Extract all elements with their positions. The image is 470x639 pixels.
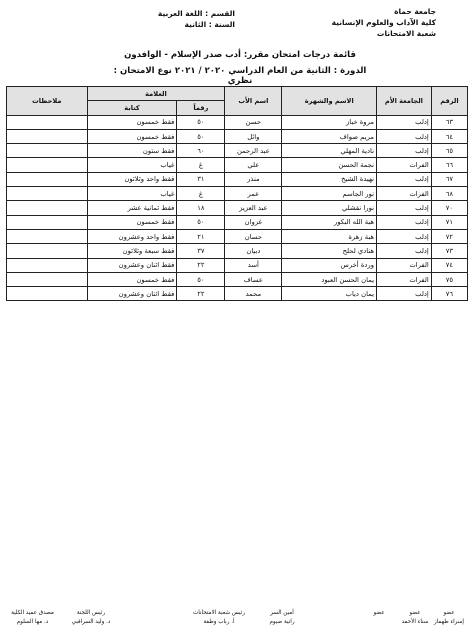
document-title: قائمة درجات امتحان مقرر: أدب صدر الإسلام - الوافدون xyxy=(124,50,356,60)
cell-notes xyxy=(7,244,88,258)
signature-name: أ. رباب وطفة xyxy=(203,619,235,625)
col-header-grade: العلامة xyxy=(87,87,225,101)
cell-grade-words: فقط واحد وثلاثون xyxy=(87,172,177,186)
col-header-father: اسم الأب xyxy=(225,87,282,116)
cell-grade-digits: ٦٠ xyxy=(177,144,225,158)
cell-notes xyxy=(7,229,88,243)
col-header-digits: رقماً xyxy=(177,101,225,115)
table-row xyxy=(7,244,468,258)
cell-name: هبة زهرة xyxy=(282,229,377,243)
cell-num: ٦٨ xyxy=(431,187,467,201)
department-header xyxy=(150,8,235,30)
table-row xyxy=(7,215,468,229)
cell-grade-digits: ٢٢ xyxy=(177,287,225,301)
table-row xyxy=(7,158,468,172)
table-row xyxy=(7,258,468,272)
cell-num: ٦٧ xyxy=(431,172,467,186)
cell-father: عمر xyxy=(225,187,282,201)
cell-num: ٧٠ xyxy=(431,201,467,215)
cell-grade-words: فقط خمسون xyxy=(87,115,177,129)
cell-num: ٦٦ xyxy=(431,158,467,172)
signature-title: رئيس اللجنة xyxy=(76,610,106,616)
cell-name: هنادي لحلح xyxy=(282,244,377,258)
cell-university: إدلب xyxy=(376,129,431,143)
cell-university: إدلب xyxy=(376,287,431,301)
cell-father: عساف xyxy=(225,272,282,286)
cell-grade-digits: ٥٠ xyxy=(177,115,225,129)
cell-name: يمان دياب xyxy=(282,287,377,301)
table-row xyxy=(7,144,468,158)
cell-father: أسد xyxy=(225,258,282,272)
cell-university: الفرات xyxy=(376,158,431,172)
signature-name: د. مها السلوم xyxy=(16,619,49,625)
cell-father: محمد xyxy=(225,287,282,301)
cell-father: منذر xyxy=(225,172,282,186)
cell-grade-digits: ٥٠ xyxy=(177,129,225,143)
table-row xyxy=(7,129,468,143)
cell-father: وائل xyxy=(225,129,282,143)
cell-father: غزوان xyxy=(225,215,282,229)
signature-block xyxy=(61,609,121,627)
cell-grade-words: فقط اثنان وعشرون xyxy=(87,258,177,272)
cell-notes xyxy=(7,272,88,286)
cell-name: مريم صواف xyxy=(282,129,377,143)
cell-name: هبة الله البكور xyxy=(282,215,377,229)
cell-grade-digits: ٢٢ xyxy=(177,258,225,272)
exam-office: شعبة الامتحانات xyxy=(376,29,436,38)
cell-grade-words: فقط خمسون xyxy=(87,272,177,286)
cell-grade-digits: ٣١ xyxy=(177,172,225,186)
cell-notes xyxy=(7,144,88,158)
cell-num: ٧٢ xyxy=(431,229,467,243)
cell-notes xyxy=(7,287,88,301)
cell-num: ٧١ xyxy=(431,215,467,229)
cell-num: ٧٥ xyxy=(431,272,467,286)
signature-block xyxy=(258,609,306,627)
signature-title: رئيس شعبة الامتحانات xyxy=(193,610,245,616)
cell-grade-words: غياب xyxy=(87,158,177,172)
cell-university: إدلب xyxy=(376,215,431,229)
cell-name: نادية المهلي xyxy=(282,144,377,158)
cell-grade-words: فقط خمسون xyxy=(87,129,177,143)
cell-name: نور الجاسم xyxy=(282,187,377,201)
cell-university: إدلب xyxy=(376,244,431,258)
cell-num: ٧٦ xyxy=(431,287,467,301)
cell-university: الفرات xyxy=(376,187,431,201)
signature-title: مصدق عميد الكلية xyxy=(11,610,54,616)
cell-name: نورا نقشلي xyxy=(282,201,377,215)
cell-num: ٦٤ xyxy=(431,129,467,143)
cell-notes xyxy=(7,201,88,215)
cell-university: إدلب xyxy=(376,115,431,129)
cell-notes xyxy=(7,187,88,201)
cell-notes xyxy=(7,129,88,143)
cell-notes xyxy=(7,258,88,272)
document-subtitle: الدورة : الثانية من العام الدراسي ٢٠٢٠ / ٢٠٢١ نوع الامتحان : نظري xyxy=(113,66,367,86)
cell-university: إدلب xyxy=(376,172,431,186)
cell-num: ٧٤ xyxy=(431,258,467,272)
col-header-university: الجامعة الأم xyxy=(376,87,431,116)
cell-grade-digits: ٣٧ xyxy=(177,244,225,258)
cell-grade-words: فقط واحد وعشرون xyxy=(87,229,177,243)
signature-block xyxy=(432,609,466,627)
cell-name: نجمة الحسن xyxy=(282,158,377,172)
table-row xyxy=(7,287,468,301)
col-header-notes: ملاحظات xyxy=(7,87,88,116)
signature-title: عضو xyxy=(373,610,385,616)
department-label: القسم : اللغة العربية xyxy=(157,9,235,18)
faculty-name: كلية الآداب والعلوم الإنسانية xyxy=(331,18,436,27)
signature-name: د. وليد السراقبي xyxy=(71,619,111,625)
signature-block xyxy=(364,609,394,618)
cell-grade-words: فقط ثمانية عشر xyxy=(87,201,177,215)
cell-name: وردة أخرس xyxy=(282,258,377,272)
signatures-footer xyxy=(4,609,466,637)
cell-grade-digits: ٥٠ xyxy=(177,272,225,286)
cell-notes xyxy=(7,115,88,129)
table-row xyxy=(7,201,468,215)
cell-father: عبد العزيز xyxy=(225,201,282,215)
cell-name: مروة خباز xyxy=(282,115,377,129)
signature-block xyxy=(4,609,61,627)
signature-name: رانية صيوم xyxy=(269,619,295,625)
table-row xyxy=(7,229,468,243)
signature-title: عضو xyxy=(409,610,421,616)
table-row xyxy=(7,187,468,201)
grades-table xyxy=(6,86,468,301)
cell-grade-words: فقط خمسون xyxy=(87,215,177,229)
cell-grade-words: غياب xyxy=(87,187,177,201)
cell-grade-words: فقط سبعة وثلاثون xyxy=(87,244,177,258)
table-row xyxy=(7,115,468,129)
cell-num: ٦٥ xyxy=(431,144,467,158)
cell-university: الفرات xyxy=(376,272,431,286)
cell-grade-digits: ١٨ xyxy=(177,201,225,215)
cell-num: ٧٣ xyxy=(431,244,467,258)
cell-grade-words: فقط ستون xyxy=(87,144,177,158)
cell-university: إدلب xyxy=(376,144,431,158)
signature-title: أمين السر xyxy=(270,610,294,616)
signature-name: سناء الأحمد xyxy=(401,619,429,625)
cell-father: حسن xyxy=(225,115,282,129)
cell-grade-words: فقط اثنان وعشرون xyxy=(87,287,177,301)
cell-father: علي xyxy=(225,158,282,172)
cell-grade-digits: غ xyxy=(177,158,225,172)
col-header-num: الرقم xyxy=(431,87,467,116)
cell-grade-digits: ٢١ xyxy=(177,229,225,243)
cell-grade-digits: ٥٠ xyxy=(177,215,225,229)
cell-num: ٦٣ xyxy=(431,115,467,129)
cell-notes xyxy=(7,215,88,229)
institution-header xyxy=(332,6,436,39)
col-header-name: الاسم والشهرة xyxy=(282,87,377,116)
signature-title: عضو xyxy=(443,610,455,616)
col-header-words: كتابة xyxy=(87,101,177,115)
signature-block xyxy=(398,609,432,627)
year-label: السنة : الثانية xyxy=(184,20,235,29)
cell-notes xyxy=(7,158,88,172)
cell-grade-digits: غ xyxy=(177,187,225,201)
table-row xyxy=(7,272,468,286)
cell-father: عبد الرحمن xyxy=(225,144,282,158)
cell-notes xyxy=(7,172,88,186)
cell-university: الفرات xyxy=(376,258,431,272)
cell-name: يمان الحسن العبود xyxy=(282,272,377,286)
university-name: جامعة حماة xyxy=(394,7,436,16)
cell-university: إدلب xyxy=(376,229,431,243)
cell-university: إدلب xyxy=(376,201,431,215)
signature-name: إسراء طهماز xyxy=(434,619,464,625)
signature-block xyxy=(182,609,256,627)
table-row xyxy=(7,172,468,186)
cell-father: حسان xyxy=(225,229,282,243)
cell-father: دبيان xyxy=(225,244,282,258)
cell-name: نهيدة الشيخ xyxy=(282,172,377,186)
